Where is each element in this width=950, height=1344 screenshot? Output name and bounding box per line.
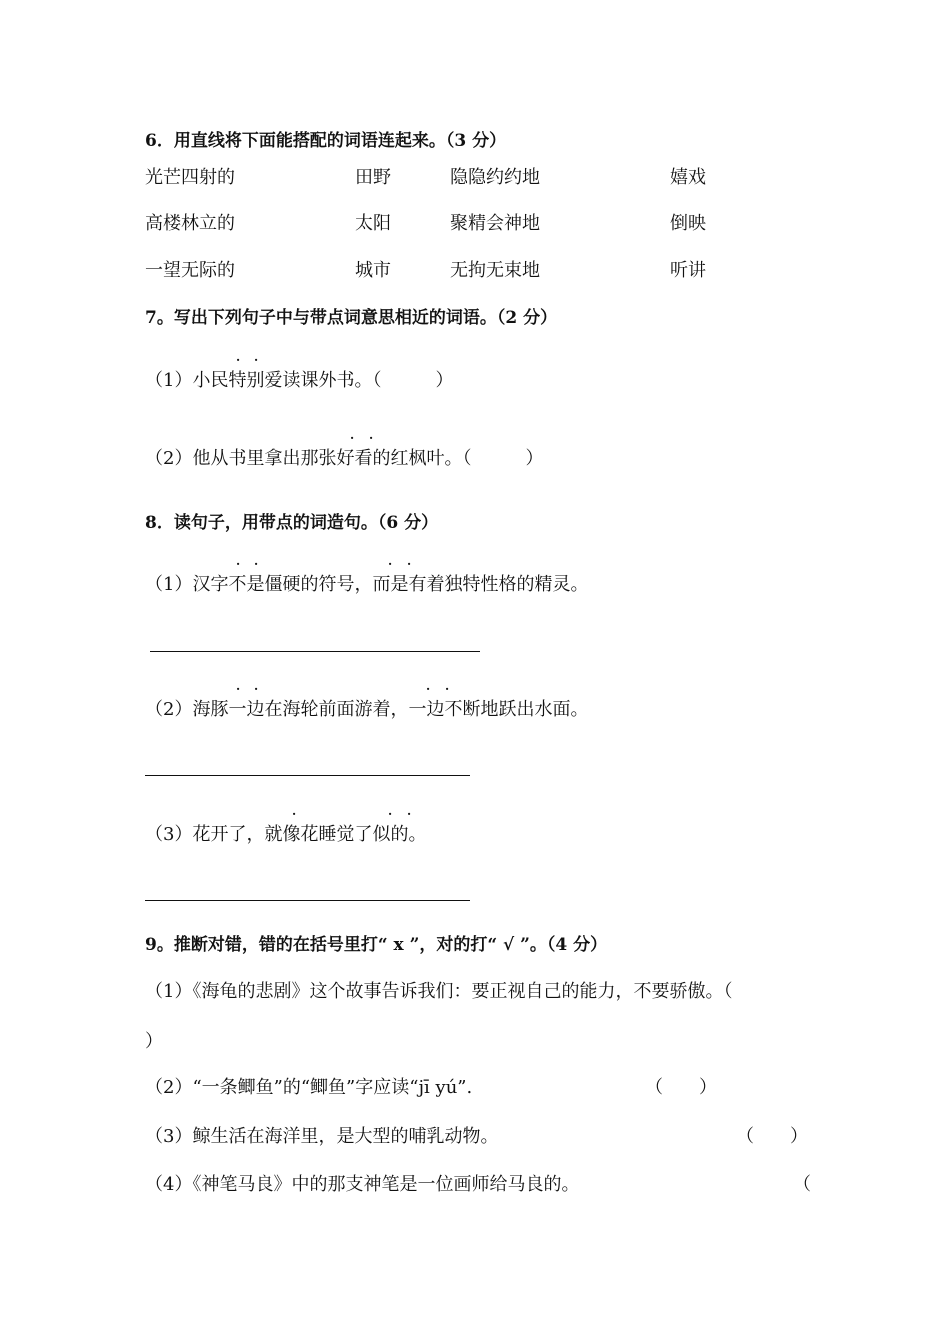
q9-item-2: （2）“一条鲫鱼”的“鲫鱼”字应读“jī yú”. <box>145 1077 473 1098</box>
emphasis-dot: · <box>407 557 412 571</box>
q8-item-3: （3）花开了，就像花睡觉了似的。 <box>145 824 427 845</box>
emphasis-dot: · <box>292 807 297 821</box>
q8-title: 8．读句子，用带点的词造句。（6 分） <box>145 513 439 533</box>
q8-answer-line-2[interactable] <box>145 775 470 776</box>
q9-item-1-bracket[interactable]: ） <box>145 1031 163 1052</box>
q6-r2-b: 太阳 <box>355 213 391 234</box>
emphasis-dot: · <box>254 557 259 571</box>
q6-r3-c: 无拘无束地 <box>450 260 540 281</box>
emphasis-dot: · <box>350 431 355 445</box>
q6-title: 6．用直线将下面能搭配的词语连起来。（3 分） <box>145 131 507 151</box>
q6-r3-d: 听讲 <box>670 260 706 281</box>
q9-item-4: （4）《神笔马良》中的那支神笔是一位画师给马良的。 <box>145 1174 580 1195</box>
emphasis-dot: · <box>426 682 431 696</box>
q9-item-3-bracket[interactable]: （ ） <box>736 1126 808 1147</box>
q6-r2-c: 聚精会神地 <box>450 213 540 234</box>
emphasis-dot: · <box>388 557 393 571</box>
q9-title: 9。推断对错，错的在括号里打“ x ”，对的打“ √ ”。（4 分） <box>145 935 608 955</box>
q9-item-4-bracket[interactable]: （ <box>793 1174 811 1195</box>
emphasis-dot: · <box>254 353 259 367</box>
emphasis-dot: · <box>445 682 450 696</box>
q9-item-1: （1）《海龟的悲剧》这个故事告诉我们：要正视自己的能力，不要骄傲。（ <box>145 981 733 1002</box>
q8-item-2: （2）海豚一边在海轮前面游着，一边不断地跃出水面。 <box>145 699 589 720</box>
q6-r1-c: 隐隐约约地 <box>450 167 540 188</box>
q8-answer-line-1[interactable] <box>150 651 480 652</box>
q6-r2-a: 高楼林立的 <box>145 213 235 234</box>
q6-r2-d: 倒映 <box>670 213 706 234</box>
q8-answer-line-3[interactable] <box>145 900 470 901</box>
q8-item-1: （1）汉字不是僵硬的符号，而是有着独特性格的精灵。 <box>145 574 589 595</box>
q9-item-2-bracket[interactable]: （ ） <box>645 1077 717 1098</box>
emphasis-dot: · <box>236 682 241 696</box>
q7-item-2: （2）他从书里拿出那张好看的红枫叶。（ ） <box>145 448 544 469</box>
emphasis-dot: · <box>369 431 374 445</box>
q6-r1-a: 光芒四射的 <box>145 167 235 188</box>
emphasis-dot: · <box>236 557 241 571</box>
q9-item-3: （3）鲸生活在海洋里，是大型的哺乳动物。 <box>145 1126 499 1147</box>
q6-r1-b: 田野 <box>355 167 391 188</box>
emphasis-dot: · <box>254 682 259 696</box>
emphasis-dot: · <box>236 353 241 367</box>
q7-item-1: （1）小民特别爱读课外书。（ ） <box>145 370 454 391</box>
q6-r1-d: 嬉戏 <box>670 167 706 188</box>
emphasis-dot: · <box>388 807 393 821</box>
q6-r3-a: 一望无际的 <box>145 260 235 281</box>
q6-r3-b: 城市 <box>355 260 391 281</box>
emphasis-dot: · <box>407 807 412 821</box>
q7-title: 7。写出下列句子中与带点词意思相近的词语。（2 分） <box>145 308 558 328</box>
